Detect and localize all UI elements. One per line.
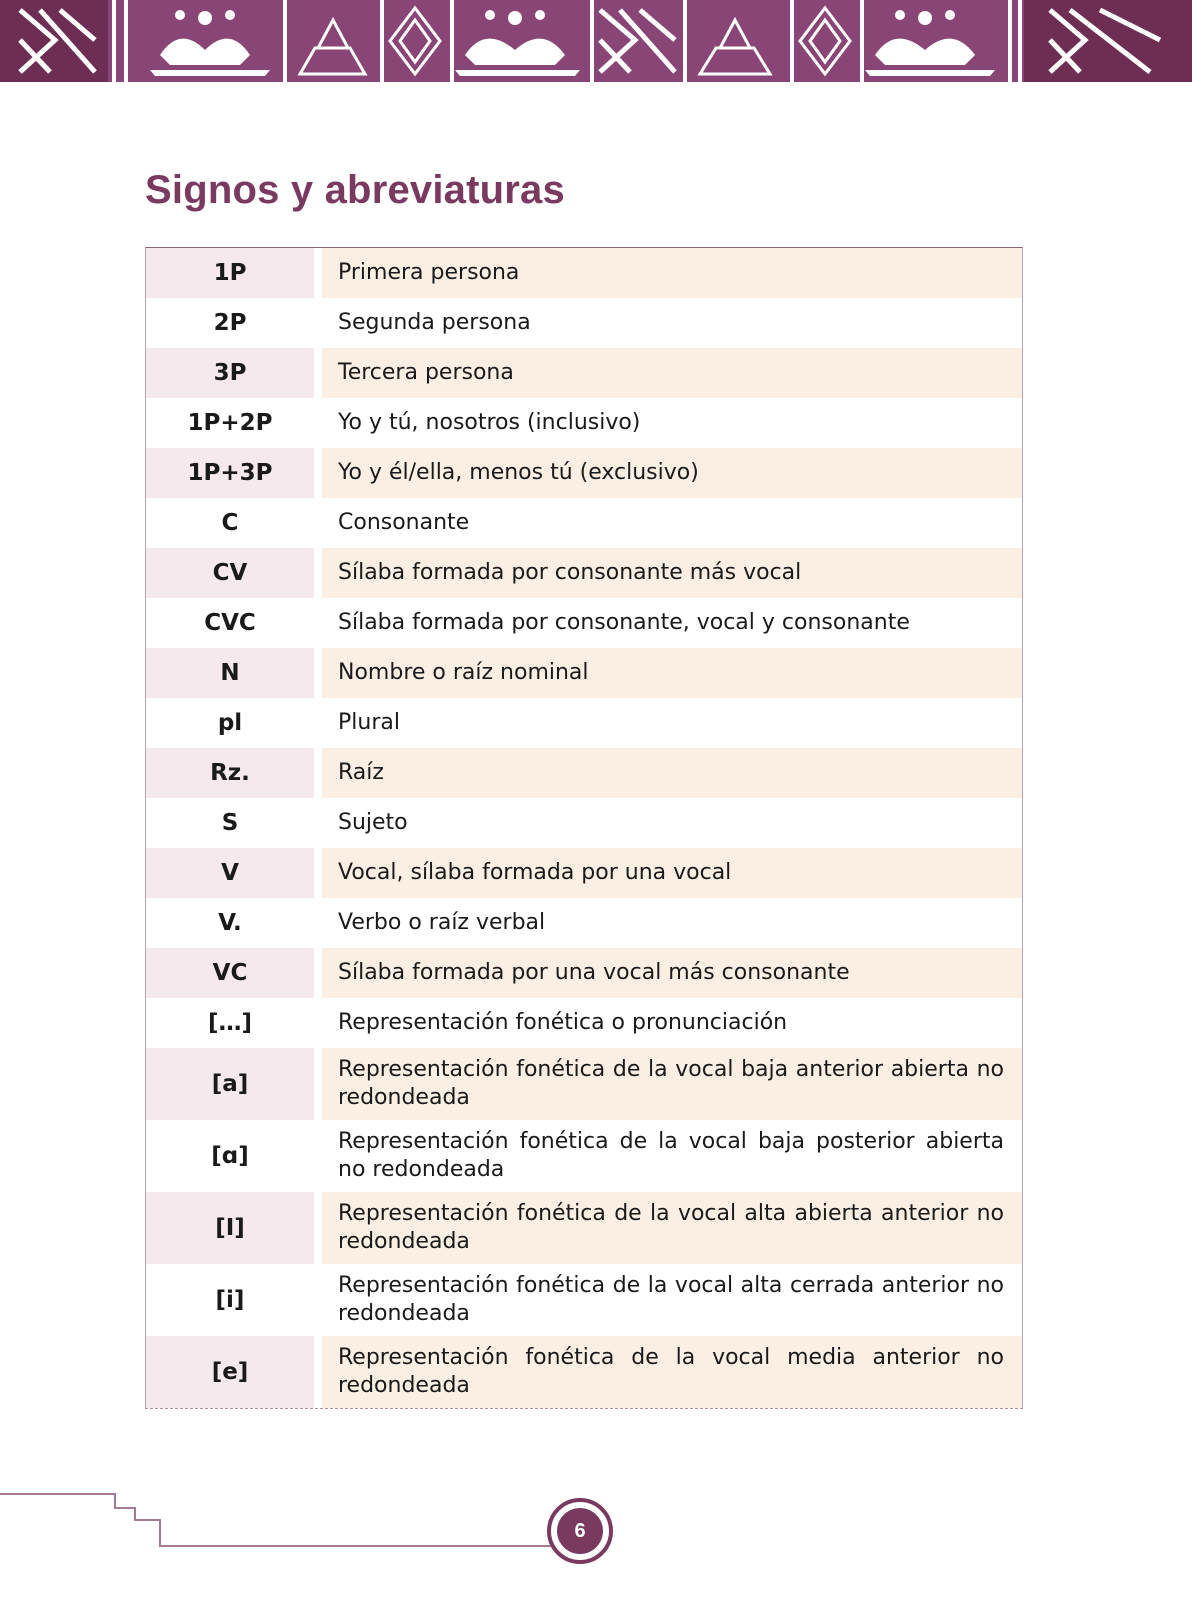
abbreviation-definition: Sílaba formada por consonante, vocal y consonante — [322, 598, 1022, 648]
abbreviation-symbol: [I] — [146, 1192, 322, 1264]
abbreviation-symbol: pl — [146, 698, 322, 748]
abbreviation-definition: Representación fonética o pronunciación — [322, 998, 1022, 1048]
table-row — [146, 498, 1022, 548]
abbreviation-symbol: 1P+2P — [146, 398, 322, 448]
abbreviation-symbol: VC — [146, 948, 322, 998]
textile-pattern-icon — [0, 0, 1192, 82]
abbreviation-symbol: V. — [146, 898, 322, 948]
abbreviation-definition: Representación fonética de la vocal media anterior no redondeada — [322, 1336, 1022, 1408]
abbreviation-definition: Plural — [322, 698, 1022, 748]
table-row — [146, 598, 1022, 648]
abbreviation-definition: Representación fonética de la vocal alta abierta anterior no redondeada — [322, 1192, 1022, 1264]
table-row — [146, 1192, 1022, 1264]
abbreviation-symbol: V — [146, 848, 322, 898]
abbreviation-symbol: 3P — [146, 348, 322, 398]
abbreviations-table-body — [146, 248, 1022, 1408]
abbreviation-symbol: N — [146, 648, 322, 698]
abbreviation-definition: Consonante — [322, 498, 1022, 548]
table-row — [146, 398, 1022, 448]
page-number-badge — [547, 1498, 613, 1564]
abbreviation-symbol: Rz. — [146, 748, 322, 798]
abbreviation-definition: Sílaba formada por una vocal más consonante — [322, 948, 1022, 998]
table-row — [146, 1048, 1022, 1120]
abbreviation-definition: Nombre o raíz nominal — [322, 648, 1022, 698]
abbreviation-symbol: […] — [146, 998, 322, 1048]
table-row — [146, 898, 1022, 948]
abbreviation-definition: Yo y tú, nosotros (inclusivo) — [322, 398, 1022, 448]
abbreviation-definition: Verbo o raíz verbal — [322, 898, 1022, 948]
footer-stepped-line — [0, 1490, 620, 1560]
abbreviations-table — [145, 247, 1023, 1409]
table-row — [146, 1336, 1022, 1408]
table-row — [146, 248, 1022, 298]
abbreviation-symbol: C — [146, 498, 322, 548]
table-row — [146, 1120, 1022, 1192]
abbreviation-definition: Representación fonética de la vocal baja anterior abierta no redondeada — [322, 1048, 1022, 1120]
abbreviation-definition: Sílaba formada por consonante más vocal — [322, 548, 1022, 598]
abbreviation-symbol: [a] — [146, 1048, 322, 1120]
abbreviation-definition: Vocal, sílaba formada por una vocal — [322, 848, 1022, 898]
table-row — [146, 848, 1022, 898]
table-row — [146, 798, 1022, 848]
abbreviation-definition: Segunda persona — [322, 298, 1022, 348]
abbreviation-definition: Sujeto — [322, 798, 1022, 848]
table-row — [146, 998, 1022, 1048]
abbreviations-table-grid — [146, 248, 1022, 1408]
abbreviation-definition: Yo y él/ella, menos tú (exclusivo) — [322, 448, 1022, 498]
abbreviation-definition: Representación fonética de la vocal baja posterior abierta no redondeada — [322, 1120, 1022, 1192]
abbreviation-symbol: CV — [146, 548, 322, 598]
abbreviation-definition: Representación fonética de la vocal alta cerrada anterior no redondeada — [322, 1264, 1022, 1336]
abbreviation-symbol: [i] — [146, 1264, 322, 1336]
decorative-header-banner — [0, 0, 1192, 82]
table-row — [146, 648, 1022, 698]
abbreviation-definition: Raíz — [322, 748, 1022, 798]
page-title: Signos y abreviaturas — [145, 168, 565, 212]
abbreviation-symbol: S — [146, 798, 322, 848]
table-row — [146, 1264, 1022, 1336]
table-row — [146, 348, 1022, 398]
table-row — [146, 448, 1022, 498]
abbreviation-symbol: CVC — [146, 598, 322, 648]
table-row — [146, 698, 1022, 748]
table-row — [146, 948, 1022, 998]
abbreviation-symbol: [ɑ] — [146, 1120, 322, 1192]
abbreviation-symbol: [e] — [146, 1336, 322, 1408]
abbreviation-symbol: 1P — [146, 248, 322, 298]
table-row — [146, 298, 1022, 348]
table-row — [146, 548, 1022, 598]
page-number: 6 — [557, 1508, 603, 1554]
table-row — [146, 748, 1022, 798]
abbreviation-symbol: 2P — [146, 298, 322, 348]
abbreviation-symbol: 1P+3P — [146, 448, 322, 498]
abbreviation-definition: Primera persona — [322, 248, 1022, 298]
abbreviation-definition: Tercera persona — [322, 348, 1022, 398]
